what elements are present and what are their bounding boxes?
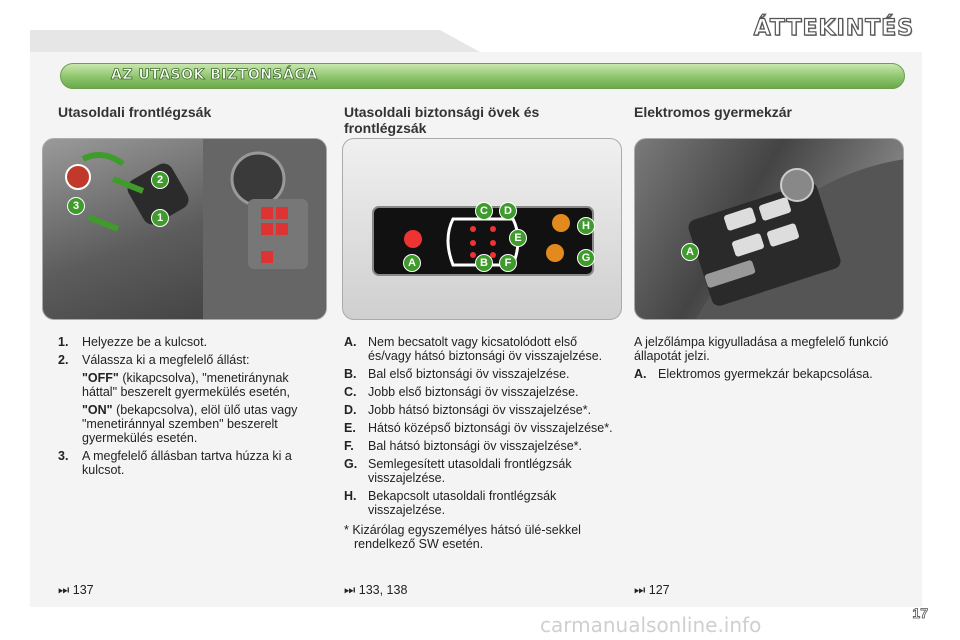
door-panel-illustration bbox=[635, 139, 904, 320]
page-ref-icon: ⏭ bbox=[58, 583, 70, 597]
page-ref-icon: ⏭ bbox=[634, 583, 646, 597]
badge-f: F bbox=[499, 254, 517, 272]
badge-h: H bbox=[577, 217, 595, 235]
col2-page-ref[interactable]: ⏭ 133, 138 bbox=[344, 583, 408, 597]
list-item: F. Bal hátsó biztonsági öv visszajelzése*. bbox=[344, 439, 583, 453]
off-option: "OFF" (kikapcsolva), "menetiránynak háttal" beszerelt gyermekülés esetén, bbox=[82, 371, 291, 399]
badge-1: 1 bbox=[151, 209, 169, 227]
banner-title: AZ UTASOK BIZTONSÁGA bbox=[111, 67, 318, 83]
child-lock-photo bbox=[634, 138, 904, 320]
col1-page-ref[interactable]: ⏭ 137 bbox=[58, 583, 94, 597]
badge-g: G bbox=[577, 249, 595, 267]
list-item: A. Nem becsatolt vagy kicsatolódott első és/vagy hátsó biztonsági öv visszajelzése. bbox=[344, 335, 603, 363]
list-item: G. Semlegesített utasoldali frontlégzsák visszajelzése. bbox=[344, 457, 572, 485]
col3-intro: A jelzőlámpa kigyulladása a megfelelő funkció állapotát jelzi. bbox=[634, 335, 889, 363]
list-item: D. Jobb hátsó biztonsági öv visszajelzése*. bbox=[344, 403, 592, 417]
dashboard-illustration bbox=[43, 139, 327, 320]
col2-heading: Utasoldali biztonsági övek és frontlégzsák bbox=[344, 104, 540, 136]
list-item: A. Elektromos gyermekzár bekapcsolása. bbox=[634, 367, 873, 381]
page-title: ÁTTEKINTÉS bbox=[753, 16, 914, 41]
list-item: B. Bal első biztonsági öv visszajelzése. bbox=[344, 367, 570, 381]
airbag-key-switch-photo bbox=[42, 138, 327, 320]
list-item: 3. A megfelelő állásban tartva húzza ki a kulcsot. bbox=[58, 449, 292, 477]
badge-a-childlock: A bbox=[681, 243, 699, 261]
seatbelt-panel-photo bbox=[342, 138, 622, 320]
page-number: 17 bbox=[912, 605, 928, 621]
list-item: E. Hátsó középső biztonsági öv visszajelzése*. bbox=[344, 421, 613, 435]
col3-page-ref[interactable]: ⏭ 127 bbox=[634, 583, 670, 597]
section-banner bbox=[60, 63, 905, 89]
list-item: C. Jobb első biztonsági öv visszajelzése. bbox=[344, 385, 579, 399]
list-item: H. Bekapcsolt utasoldali frontlégzsák visszajelzése. bbox=[344, 489, 557, 517]
badge-2: 2 bbox=[151, 171, 169, 189]
col3-heading: Elektromos gyermekzár bbox=[634, 104, 792, 120]
list-item: 2. Válassza ki a megfelelő állást: bbox=[58, 353, 250, 367]
col2-legend bbox=[344, 335, 616, 551]
page-ref-icon: ⏭ bbox=[344, 583, 356, 597]
on-option: "ON" (bekapcsolva), elöl ülő utas vagy "menetiránnyal szemben" beszerelt gyermekülés esetén. bbox=[82, 403, 298, 445]
badge-e: E bbox=[509, 229, 527, 247]
watermark: carmanualsonline.info bbox=[540, 613, 762, 637]
badge-b: B bbox=[475, 254, 493, 272]
badge-d: D bbox=[499, 202, 517, 220]
col3-text bbox=[634, 335, 904, 385]
footnote: * Kizárólag egyszemélyes hátsó ülé-sekkel rendelkező SW esetén. bbox=[344, 523, 581, 551]
list-item: 1. Helyezze be a kulcsot. bbox=[58, 335, 208, 349]
badge-c: C bbox=[475, 202, 493, 220]
badge-3: 3 bbox=[67, 197, 85, 215]
badge-a: A bbox=[403, 254, 421, 272]
col1-heading: Utasoldali frontlégzsák bbox=[58, 104, 212, 120]
col1-instructions bbox=[58, 335, 320, 481]
